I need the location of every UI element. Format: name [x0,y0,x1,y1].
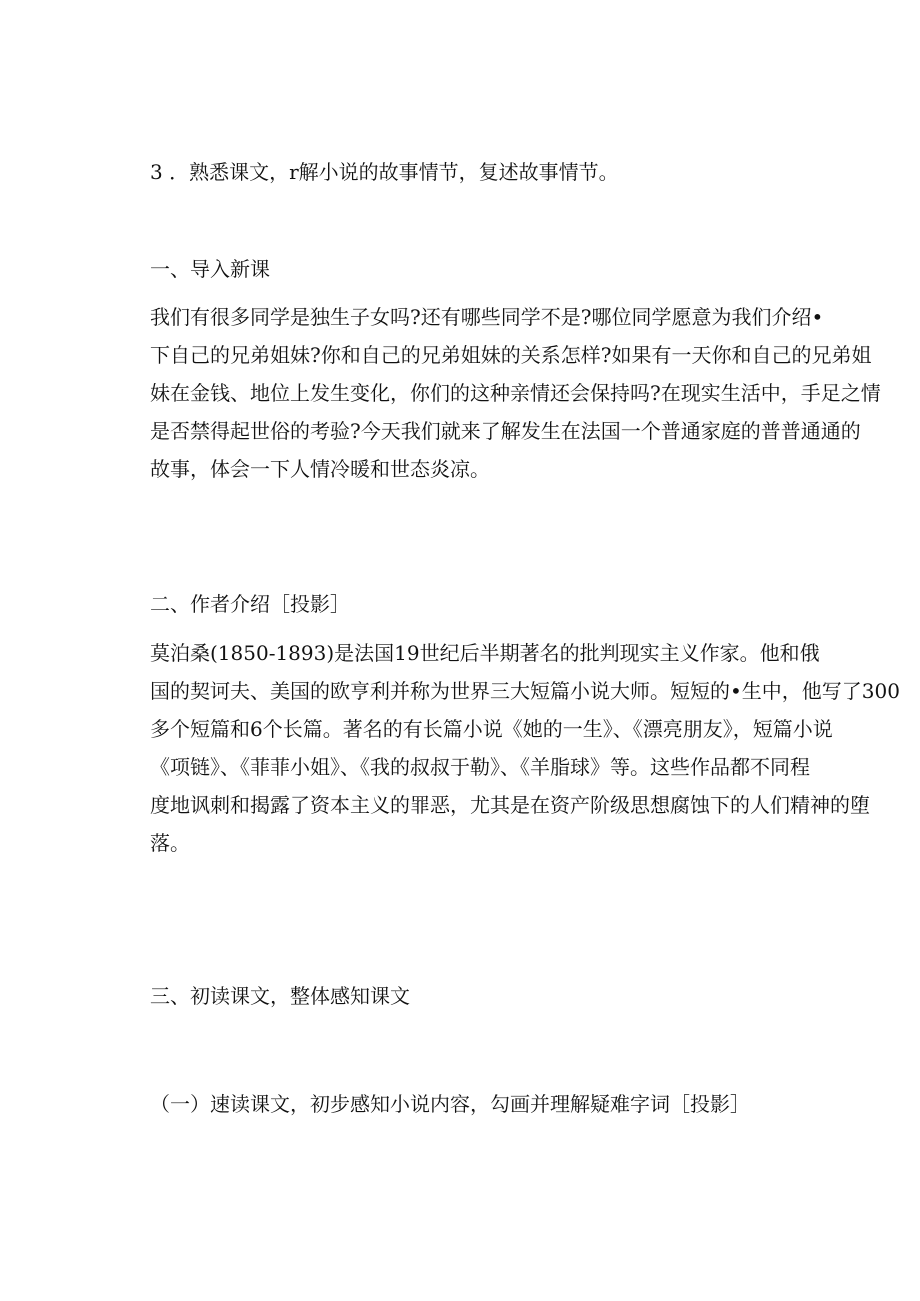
paragraph-line: 落。 [150,831,190,855]
paragraph-line: 《项链》、《菲菲小姐》、《我的叔叔于勒》、《羊脂球》等。这些作品都不同程 [150,755,810,779]
objective-item-3: 3 ．熟悉课文，r解小说的故事情节，复述故事情节。 [150,160,619,184]
section-heading-author: 二、作者介绍［投影］ [150,592,350,616]
paragraph-line: 下自己的兄弟姐妹?你和自己的兄弟姐妹的关系怎样?如果有一天你和自己的兄弟姐 [150,343,872,367]
introduction-paragraph [150,298,881,488]
paragraph-line: 故事，体会一下人情冷暖和世态炎凉。 [150,457,490,481]
section-heading-introduction: 一、导入新课 [150,257,270,281]
subsection-heading-speed-reading: （一）速读课文，初步感知小说内容，勾画并理解疑难字词［投影］ [150,1092,750,1116]
paragraph-line: 国的契诃夫、美国的欧亨利并称为世界三大短篇小说大师。短短的•生中，他写了300 [150,679,900,703]
author-paragraph [150,634,900,862]
paragraph-line: 是否禁得起世俗的考验?今天我们就来了解发生在法国一个普通家庭的普普通通的 [150,419,861,443]
paragraph-line: 妹在金钱、地位上发生变化，你们的这种亲情还会保持吗?在现实生活中，手足之情 [150,381,881,405]
paragraph-line: 我们有很多同学是独生子女吗?还有哪些同学不是?哪位同学愿意为我们介绍• [150,305,824,329]
paragraph-line: 多个短篇和6个长篇。著名的有长篇小说《她的一生》、《漂亮朋友》，短篇小说 [150,717,833,741]
section-heading-first-reading: 三、初读课文，整体感知课文 [150,984,410,1008]
paragraph-line: 莫泊桑(1850-1893)是法国19世纪后半期著名的批判现实主义作家。他和俄 [150,641,820,665]
paragraph-line: 度地讽刺和揭露了资本主义的罪恶，尤其是在资产阶级思想腐蚀下的人们精神的堕 [150,793,870,817]
